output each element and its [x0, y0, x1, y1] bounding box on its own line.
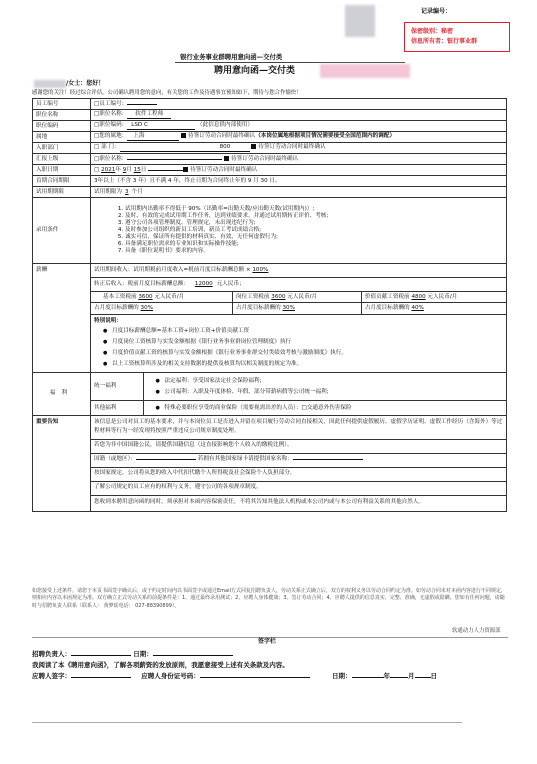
salary-cell-value: 30% — [140, 305, 153, 312]
notice-paragraph: 该信息是公司对员工的基本要求，并与本岗位员工是否进入并留在项目履行劳动合同直接相关，因此任何提供虚假履历、虚假学历证明、虚假工作经历（含海外）等过程材料等行为一经发现将按照严重违反公司规章制度处理。 — [91, 416, 506, 440]
notice-paragraph: 您收到本聘用意向函的同时，须承担对本函内容保密责任，不将其告知其他法人机构或本公司内或与本公司有利益关系的其他自然人。 — [94, 498, 425, 505]
row-label-position-code: 职位编码 — [33, 121, 91, 132]
condition-item: 1. 试用期内出勤率不得低于 90%（出勤率=出勤天数/应出勤天数(试用期内)）; — [125, 206, 503, 213]
special-note-item: ● 月度岗位工资核算与实发金额根据《银行业务事业群岗位管理制度》执行 — [112, 339, 503, 346]
bottom-rule — [32, 722, 462, 723]
row-label-location: 属地 — [33, 132, 91, 143]
month-unit: 月 — [126, 166, 132, 173]
fine-print: 如您接受上述条件，请您于本页书面签字确认后，或于约定时间内以书面签字或通过Email方式回复招聘负责人，劳动关系正式确立后，双方的权利义务以劳动合同约定为准。如劳动合同未对本函内容进行不同规定，则相应内容以本函规定为准。双方确立正式劳动关系的前提条件是：1、通过最终录用测试；2、应聘人身体健康；3、签订劳动合同；4、应聘人提供的信息真实、完整、准确，无虚假或隐瞒。您如有任何问题，请随时与招聘负责人联系（联系人： 黄梦瑶电话： 027-88390899）。 — [32, 588, 506, 609]
applicant-sign-label: 应聘人签字： — [32, 672, 71, 680]
after-income-text: 转正后收入：税前月度目标薪酬总额： — [94, 280, 190, 287]
probation-text: 试用期限为 — [94, 188, 122, 195]
redacted-block — [345, 5, 375, 37]
location-note: 待签订劳动合同时最终确认 — [188, 133, 256, 139]
report-to-prefix: □职位名称： — [94, 155, 128, 162]
offer-table — [32, 98, 507, 512]
record-no-label: 记录编号： — [421, 8, 452, 15]
salary-cell-unit: 元人民币/月 — [287, 293, 318, 300]
unified-welfare-list — [147, 378, 504, 396]
square-bullet-icon — [251, 144, 256, 149]
position-code-value: LSD C — [127, 122, 195, 130]
title-rule — [175, 62, 405, 63]
start-date-year: 2021 — [101, 166, 116, 173]
start-date-day: 15 — [133, 166, 141, 173]
notice-paragraph: 若您为非中国国籍公民，请提供国籍信息（这直接影响您个人收入的缴税比例）。 — [91, 440, 506, 454]
other-welfare-list — [147, 405, 504, 412]
condition-item: 2. 及时、有效的完成试用期工作任务，达到业绩要求，并通过试用期转正评价、考核; — [125, 213, 503, 220]
acceptance-statement: 我阅读了本《聘用意向函》，了解各项薪资的发放原则，我愿意接受上述有关条款及内容。 — [32, 661, 289, 669]
conditions-list — [111, 206, 503, 255]
day-unit: 日 — [430, 672, 438, 680]
welfare-item: ● 法定福利：享受国家法定社会保险福利; — [165, 378, 504, 385]
salary-cell-label: 岗位工资税前 — [235, 293, 270, 300]
row-label-department: 入职部门 — [33, 143, 91, 154]
row-label-position-name: 职位名称 — [33, 110, 91, 121]
salary-cell-label: 占月度目标薪酬的 — [235, 305, 281, 312]
welfare-unified-label: 统一福利 — [91, 373, 143, 401]
green-card-label: 若拥有其他国家绿卡请提供国家名称： — [197, 455, 293, 462]
probation-income-text: 试用期间收入：试用期税前月度收入=税前月度目标薪酬总额 × — [94, 267, 251, 273]
start-date-prefix: □ — [94, 166, 100, 173]
sign-title: 签字栏 — [258, 638, 277, 645]
position-name-prefix: □职位名称： — [94, 111, 128, 117]
info-owner: 信息所有者：银行事业群 — [411, 38, 478, 45]
row-label-welfare: 福利 — [33, 372, 91, 415]
department-prefix: □ 部 门： — [94, 144, 120, 150]
applicant-id-label: 应聘人身份证号码： — [141, 672, 200, 680]
company-name: 软通动力人力资源部 — [452, 628, 501, 634]
recruiter-date-label: 日期： — [133, 650, 153, 658]
after-income-unit: 元人民币； — [216, 280, 245, 287]
special-note-item: ● 以上工资核算所涉及的相关支持数据的提供及核算均以相关制度的规定为准。 — [112, 361, 503, 368]
confidential-stamp — [404, 22, 510, 52]
department-value: 800 — [120, 144, 250, 152]
year-unit: 年 — [383, 672, 391, 680]
probation-income-pct: 100% — [252, 267, 269, 273]
welfare-table — [91, 373, 506, 415]
after-income-value: 12000 — [194, 280, 213, 287]
condition-item: 6. 具备满足职位需求的专业知识和实际操作技能; — [125, 241, 503, 248]
applicant-date-label: 日期： — [332, 672, 352, 680]
welfare-item: ● 公司福利：入职及年度体检、年假、部分带薪病假等公司统一福利; — [165, 389, 504, 396]
square-bullet-icon — [224, 156, 229, 161]
greeting: /女士：您好！ — [66, 80, 105, 87]
square-bullet-icon — [181, 133, 186, 138]
year-unit: 年 — [115, 166, 121, 173]
contract-term-text: 3年以上（不含 3 年）且不满 4 年，终止日期为合同终止年的 9 月 30 日。 — [91, 176, 507, 187]
welfare-other-label: 其他福利 — [91, 401, 143, 415]
salary-cell-value: 4800 — [411, 293, 426, 300]
welfare-item: ● 特殊必要职位享受的商业保险（需要视需出差的人员）：□交通意外伤害保险 — [165, 405, 504, 412]
special-note-item: ● 月度目标薪酬总额=基本工资+岗位工资+价值贡献工资 — [112, 328, 503, 335]
condition-item: 5. 诚实可信，保证所有提供的材料真实、有效，无任何虚假行为; — [125, 234, 503, 241]
salary-cell-label: 价值贡献工资税前 — [364, 293, 410, 300]
special-note-item: ● 月度价值贡献工资的核算与实发金额根据《银行业务事业群交付类绩效考核与激励制度》执行。 — [112, 350, 503, 357]
position-code-prefix: □职位编码： — [94, 122, 128, 128]
location-value: 上海 — [127, 133, 179, 141]
confidential-level: 保密级别：秘密 — [411, 28, 454, 35]
special-notes-title: 特别说明： — [94, 317, 122, 324]
salary-cell-unit: 元人民币/月 — [154, 293, 185, 300]
square-bullet-icon — [183, 167, 188, 172]
location-prefix: □您的属地： — [94, 133, 128, 139]
row-label-employee-no: 员工编号 — [33, 99, 91, 110]
salary-cell-value: 40% — [411, 305, 424, 312]
row-label-probation: 试用期期限 — [33, 187, 91, 198]
salary-cell-value: 3600 — [271, 293, 286, 300]
probation-unit: 个月 — [131, 188, 143, 195]
row-label-conditions: 录用条件 — [33, 198, 91, 264]
start-date-note: 待签订劳动合同时最终确认 — [190, 166, 258, 173]
row-label-salary: 薪酬 — [33, 264, 91, 373]
salary-cell-value: 3600 — [138, 293, 153, 300]
notice-paragraph: 了解公司规定的员工应有的权利与义务，遵守公司的各项规章制度。 — [91, 482, 506, 496]
report-to-note: 待签订劳动合同时最终确认 — [231, 155, 299, 162]
salary-breakdown-table — [91, 292, 506, 314]
row-label-report-to: 汇报上级 — [33, 154, 91, 165]
recruiter-label: 招聘负责人： — [32, 650, 71, 658]
row-label-notice: 重要告知 — [33, 415, 91, 511]
position-name-value: 软件工程师 — [127, 111, 171, 119]
notice-paragraph: 按国家规定，公司将从您的收入中代扣代缴个人所得税及社会保险个人负担部分。 — [91, 468, 506, 482]
document-subtitle: 银行业务事业群聘用意向函—交付类 — [180, 53, 283, 61]
redacted-name-block — [320, 64, 410, 78]
row-label-contract-term: 首期合同期限 — [33, 176, 91, 187]
special-notes-list — [94, 328, 503, 368]
salary-cell-label: 基本工资税前 — [103, 293, 137, 300]
month-unit: 月 — [408, 672, 415, 680]
department-note: 待签订劳动合同时最终确认 — [258, 144, 326, 150]
redacted-candidate-name — [34, 80, 66, 88]
nationality-label: 国籍（或地区）： — [94, 455, 136, 462]
salary-cell-label: 占月度目标薪酬的 — [364, 305, 410, 312]
salary-cell-unit: 元人民币/月 — [427, 293, 458, 300]
day-unit: 日 — [140, 166, 147, 173]
condition-item: 7. 具备《职位说明书》要求的内容。 — [125, 248, 503, 255]
employee-no-field: □员工编号： — [94, 100, 128, 107]
salary-cell-value: 30% — [282, 305, 295, 312]
probation-value: 3 — [124, 188, 129, 195]
location-note-bold: （本岗位属地根据项目情况需要接受全国范围内的调配） — [255, 133, 396, 139]
document-title: 聘用意向函—交付类 — [214, 66, 296, 76]
condition-item: 4. 及时参加公司组织的新员工培训，新员工考试成绩合格; — [125, 227, 503, 234]
row-label-start-date: 入职日期 — [33, 165, 91, 176]
start-date-month: 9 — [122, 166, 127, 173]
condition-item: 3. 遵守公司各项管理制度、管理规定，未出现违纪行为; — [125, 220, 503, 227]
intro-text: 感谢您的关注！经过综合评估，公司确认聘用您的意向，有关您的工作及待遇事宜预知如下，期待与您合作愉快！ — [32, 90, 302, 96]
position-code-note: （此信息供内部使用） — [197, 122, 253, 128]
salary-cell-label: 占月度目标薪酬的 — [94, 305, 139, 312]
